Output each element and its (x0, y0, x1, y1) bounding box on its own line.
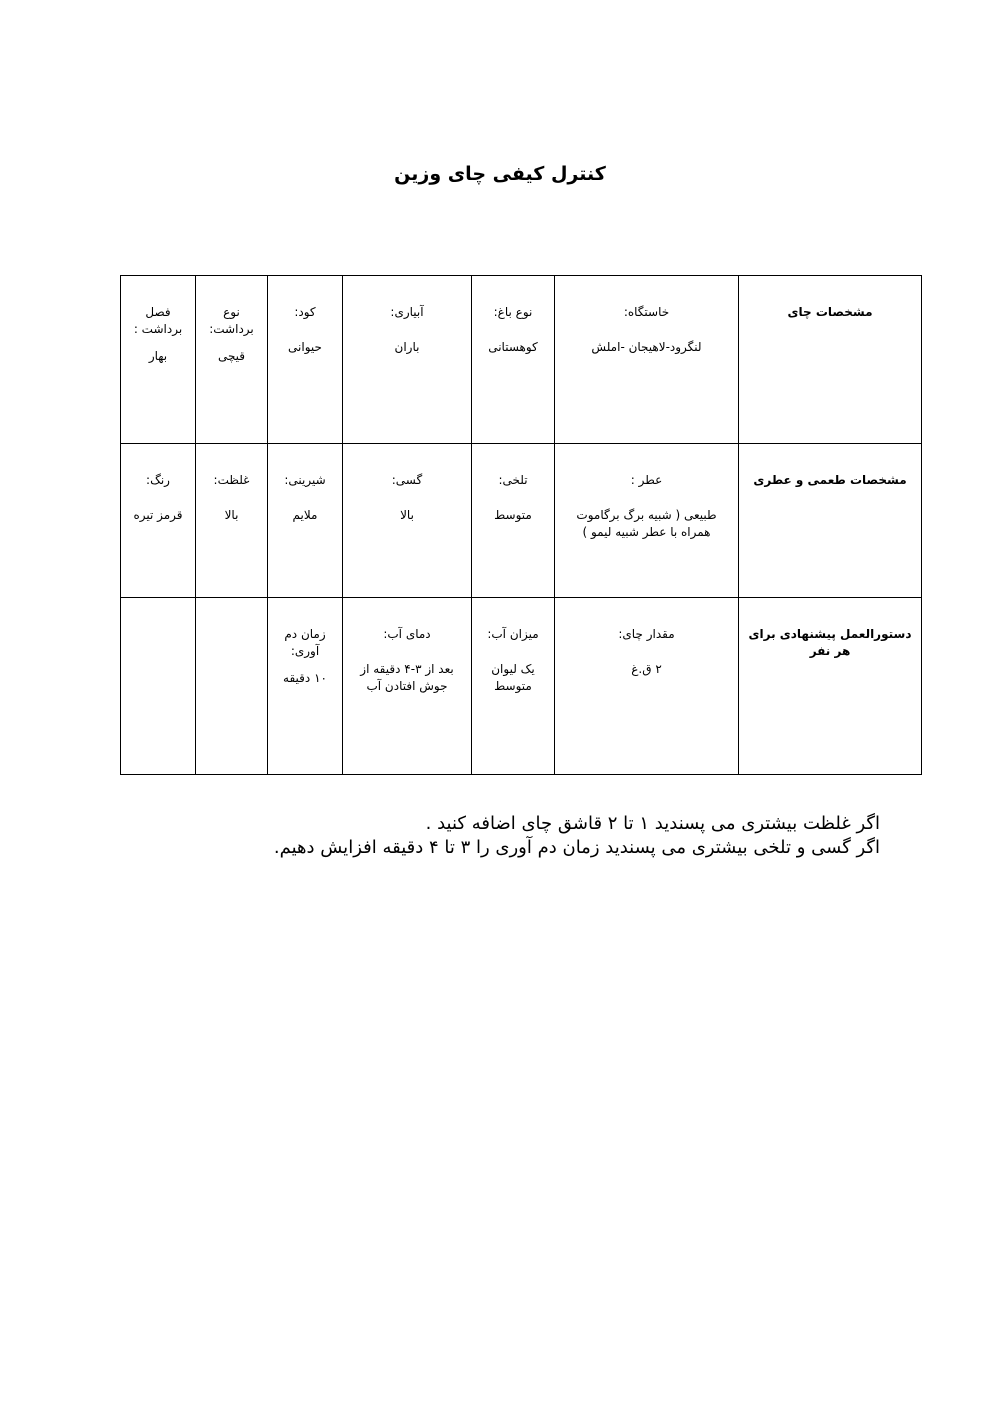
page-title: کنترل کیفی چای وزین (394, 163, 606, 185)
cell-color: رنگ: قرمز تیره (121, 444, 196, 598)
cell-aroma: عطر : طبیعی ( شبیه برگ برگاموت همراه با عطر شبیه لیمو ) (555, 444, 739, 598)
tea-spec-table (120, 275, 922, 775)
cell-origin: خاستگاه: لنگرود-لاهیجان -املش (555, 276, 739, 444)
cell-steep-time: زمان دم آوری: ۱۰ دقیقه (268, 598, 343, 775)
cell-strength: غلظت: بالا (196, 444, 268, 598)
row-header-brewing-instructions: دستورالعمل پیشنهادی برای هر نفر (739, 598, 922, 775)
cell-fertilizer: کود: حیوانی (268, 276, 343, 444)
row-header-tea-specs: مشخصات چای (739, 276, 922, 444)
cell-water-temperature: دمای آب: بعد از ۳-۴ دقیقه از جوش افتادن آب (343, 598, 472, 775)
cell-sweetness: شیرینی: ملایم (268, 444, 343, 598)
cell-empty-2 (121, 598, 196, 775)
cell-bitterness: تلخی: متوسط (472, 444, 555, 598)
cell-tea-amount: مقدار چای: ۲ ق.غ (555, 598, 739, 775)
table-row-brewing-instructions (121, 598, 922, 775)
table-row-tea-specs (121, 276, 922, 444)
cell-harvest-season: فصل برداشت : بهار (121, 276, 196, 444)
notes (180, 812, 880, 860)
cell-irrigation: آبیاری: باران (343, 276, 472, 444)
cell-harvest-type: نوع برداشت: قیچی (196, 276, 268, 444)
row-header-flavor-specs: مشخصات طعمی و عطری (739, 444, 922, 598)
table-row-flavor-specs (121, 444, 922, 598)
cell-water-amount: میزان آب: یک لیوان متوسط (472, 598, 555, 775)
cell-astringency: گسی: بالا (343, 444, 472, 598)
note-line: اگر گسی و تلخی بیشتری می پسندید زمان دم آوری را ۳ تا ۴ دقیقه افزایش دهیم. (273, 837, 880, 858)
cell-garden-type: نوع باغ: کوهستانی (472, 276, 555, 444)
note-line: اگر غلظت بیشتری می پسندید ۱ تا ۲ قاشق چای اضافه کنید . (425, 813, 880, 834)
cell-empty-1 (196, 598, 268, 775)
